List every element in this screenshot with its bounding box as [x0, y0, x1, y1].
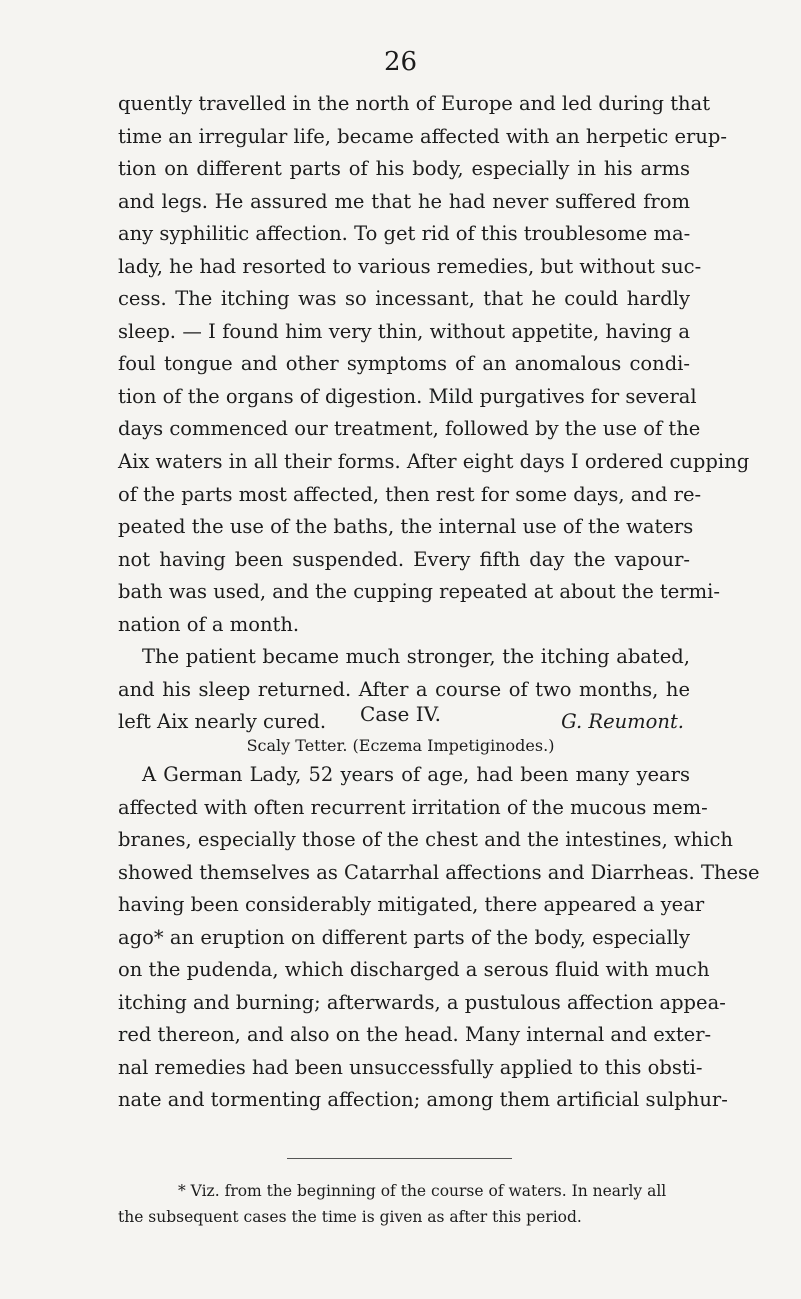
footnote-divider: [287, 1158, 512, 1159]
footnote-line: the subsequent cases the time is given as after this period.: [118, 1208, 582, 1226]
paragraph-case-iv: [118, 759, 760, 1117]
text-line: Aix waters in all their forms. After eight days I ordered cupping: [118, 450, 750, 474]
footnote: [118, 1178, 690, 1230]
text-line: A German Lady, 52 years of age, had been many years: [142, 763, 690, 786]
text-line: bath was used, and the cupping repeated at about the termi-: [118, 580, 720, 604]
text-line: having been considerably mitigated, there appeared a year: [118, 893, 705, 917]
text-line: nal remedies had been unsuccessfully applied to this obsti-: [118, 1055, 703, 1079]
text-line: tion on different parts of his body, especially in his arms: [118, 157, 690, 181]
paragraph-case-iii-continuation: [118, 88, 750, 739]
text-line: nation of a month.: [118, 612, 300, 636]
case-heading: Case IV.: [360, 702, 441, 726]
text-line: foul tongue and other symptoms of an anomalous condi-: [118, 352, 690, 376]
text-line: The patient became much stronger, the itching abated,: [142, 645, 690, 669]
footnote-line: * Viz. from the beginning of the course of waters. In nearly all: [178, 1182, 667, 1200]
text-line: branes, especially those of the chest and the intestines, which: [118, 828, 733, 852]
text-line: sleep. — I found him very thin, without appetite, having a: [118, 319, 690, 343]
text-line: showed themselves as Catarrhal affections and Diarrheas. These: [118, 860, 760, 884]
text-line: on the pudenda, which discharged a serous fluid with much: [118, 958, 710, 982]
text-line: peated the use of the baths, the internal use of the waters: [118, 515, 694, 539]
text-line: cess. The itching was so incessant, that he could hardly: [118, 287, 690, 311]
text-line: tion of the organs of digestion. Mild purgatives for several: [118, 384, 697, 408]
text-line: of the parts most affected, then rest for some days, and re-: [118, 482, 702, 506]
case-subheading: Scaly Tetter. (Eczema Impetiginodes.): [246, 736, 555, 755]
text-line: red thereon, and also on the head. Many internal and exter-: [118, 1023, 712, 1047]
text-line: affected with often recurrent irritation of the mucous mem-: [118, 795, 708, 819]
page-number: 26: [383, 47, 418, 77]
text-line: not having been suspended. Every fifth day the vapour-: [118, 547, 690, 571]
text-line: any syphilitic affection. To get rid of this troublesome ma-: [118, 222, 691, 246]
author-signature: G. Reumont.: [561, 710, 684, 734]
text-line: time an irregular life, became affected with an herpetic erup-: [118, 124, 727, 148]
text-line: quently travelled in the north of Europe and led during that: [118, 92, 711, 115]
text-line: and his sleep returned. After a course of two months, he: [118, 677, 690, 701]
text-line: lady, he had resorted to various remedies, but without suc-: [118, 254, 702, 278]
text-line: and legs. He assured me that he had never suffered from: [118, 189, 690, 213]
text-line: ago* an eruption on different parts of the body, especially: [118, 925, 690, 949]
text-line: days commenced our treatment, followed by the use of the: [118, 417, 701, 441]
text-line: nate and tormenting affection; among them artificial sulphur-: [118, 1088, 728, 1112]
text-line: itching and burning; afterwards, a pustulous affection appea-: [118, 990, 726, 1014]
text-line-end: left Aix nearly cured.: [118, 710, 327, 734]
